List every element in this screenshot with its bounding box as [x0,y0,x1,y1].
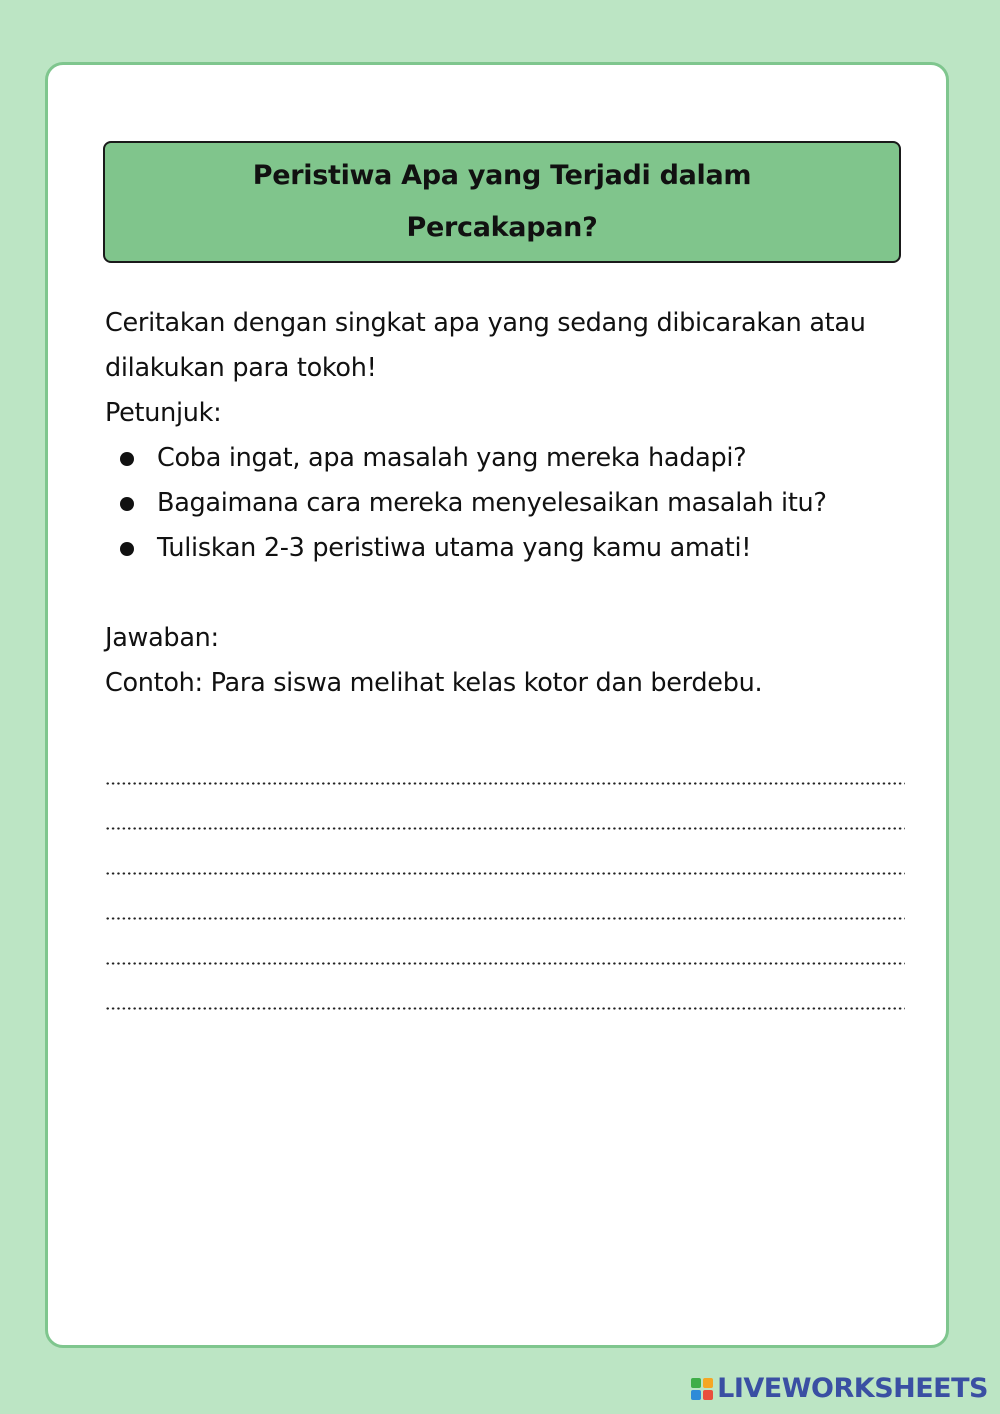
bullet-icon [120,497,134,511]
instructions [105,301,905,706]
answer-line-1[interactable] [105,782,905,786]
hint-item [105,436,905,481]
spacer [105,571,905,616]
hint-list [105,436,905,571]
worksheet-card [45,62,949,1348]
instruction-line-1: Ceritakan dengan singkat apa yang sedang dibicarakan atau [105,308,866,338]
title-line-1: Peristiwa Apa yang Terjadi dalam [252,160,752,191]
bullet-icon [120,542,134,556]
bullet-icon [120,452,134,466]
answer-line-5[interactable] [105,962,905,966]
hint-item-text: Bagaimana cara mereka menyelesaikan masalah itu? [157,488,827,518]
brand-name: LIVEWORKSHEETS [717,1373,988,1404]
answer-line-6[interactable] [105,1007,905,1011]
example-text: Contoh: Para siswa melihat kelas kotor dan berdebu. [105,668,763,698]
hint-item [105,481,905,526]
liveworksheets-brand[interactable] [691,1373,988,1404]
liveworksheets-logo-icon [691,1378,713,1400]
hint-item-text: Tuliskan 2-3 peristiwa utama yang kamu amati! [157,533,752,563]
instruction-line-2: dilakukan para tokoh! [105,353,377,383]
title-banner [103,141,901,263]
answer-label: Jawaban: [105,623,219,653]
answer-line-3[interactable] [105,872,905,876]
hint-item-text: Coba ingat, apa masalah yang mereka hadapi? [157,443,747,473]
hint-item [105,526,905,571]
hint-label: Petunjuk: [105,398,222,428]
answer-line-2[interactable] [105,827,905,831]
title-line-2: Percakapan? [406,212,598,243]
answer-line-4[interactable] [105,917,905,921]
